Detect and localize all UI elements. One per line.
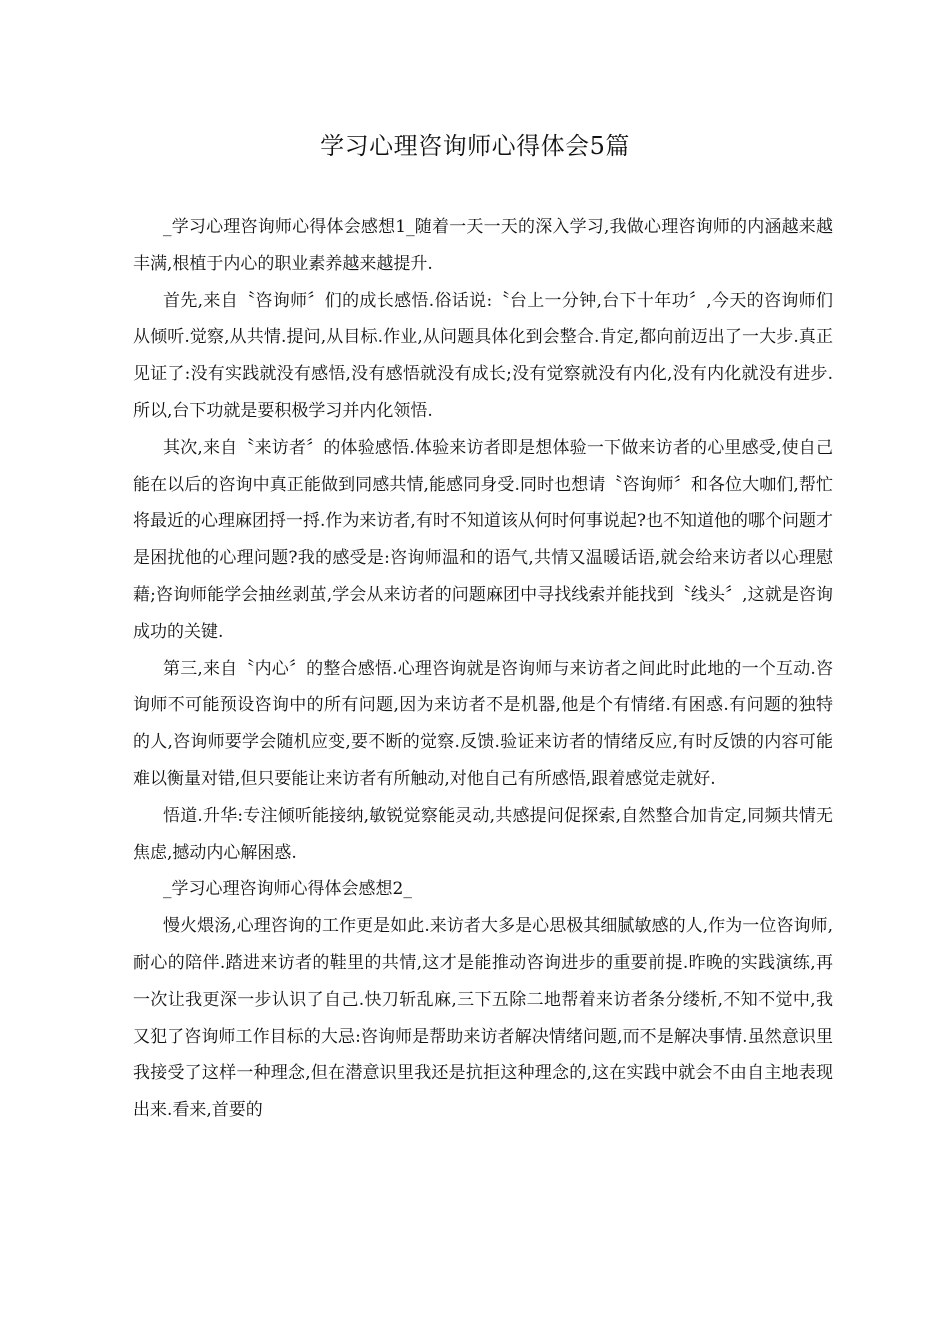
paragraph-visitor-experience: 其次,来自〝来访者〞的体验感悟.体验来访者即是想体验一下做来访者的心里感受,使自己能在以后的咨询中真正能做到同感共情,能感同身受.同时也想请〝咨询师〞和各位大咖们,帮忙将最近的心理麻团捋一捋.作为来访者,有时不知道该从何时何事说起?也不知道他的哪个问题才是困扰他的心理问题?我的感受是:咨询师温和的语气,共情又温暖话语,就会给来访者以心理慰藉;咨询师能学会抽丝剥茧,学会从来访者的问题麻团中寻找线索并能找到〝线头〞,这就是咨询成功的关键. (133, 437, 833, 642)
paragraph-inner-integration: 第三,来自〝内心〞的整合感悟.心理咨询就是咨询师与来访者之间此时此地的一个互动.咨询师不可能预设咨询中的所有问题,因为来访者不是机器,他是个有情绪.有困惑.有问题的独特的人,咨询师要学会随机应变,要不断的觉察.反馈.验证来访者的情绪反应,有时反馈的内容可能难以衡量对错,但只要能让来访者有所触动,对他自己有所感悟,跟着感觉走就好. (133, 658, 833, 789)
section-heading-2: _学习心理咨询师心得体会感想2_ (163, 879, 412, 900)
paragraph-enlightenment: 悟道.升华:专注倾听能接纳,敏锐觉察能灵动,共感提问促探索,自然整合加肯定,同频共情无焦虑,撼动内心解困惑. (133, 805, 833, 863)
paragraph-slow-fire-soup: 慢火煨汤,心理咨询的工作更是如此.来访者大多是心思极其细腻敏感的人,作为一位咨询师,耐心的陪伴.踏进来访者的鞋里的共情,这才是能推动咨询进步的重要前提.昨晚的实践演练,再一次让我更深一步认识了自己.快刀斩乱麻,三下五除二地帮着来访者条分缕析,不知不觉中,我又犯了咨询师工作目标的大忌:咨询师是帮助来访者解决情绪问题,而不是解决事情.虽然意识里我接受了这样一种理念,但在潜意识里我还是抗拒这种理念的,这在实践中就会不由自主地表现出来.看来,首要的 (133, 916, 833, 1121)
paragraph-counselor-growth: 首先,来自〝咨询师〞们的成长感悟.俗话说:〝台上一分钟,台下十年功〞,今天的咨询师们从倾听.觉察,从共情.提问,从目标.作业,从问题具体化到会整合.肯定,都向前迈出了一大步.真正见证了:没有实践就没有感悟,没有感悟就没有成长;没有觉察就没有内化,没有内化就没有进步.所以,台下功就是要积极学习并内化领悟. (133, 290, 833, 421)
document-body (133, 209, 833, 1129)
paragraph-intro-1: _学习心理咨询师心得体会感想1_随着一天一天的深入学习,我做心理咨询师的内涵越来越丰满,根植于内心的职业素养越来越提升. (133, 217, 833, 274)
document-title: 学习心理咨询师心得体会5篇 (320, 132, 630, 160)
